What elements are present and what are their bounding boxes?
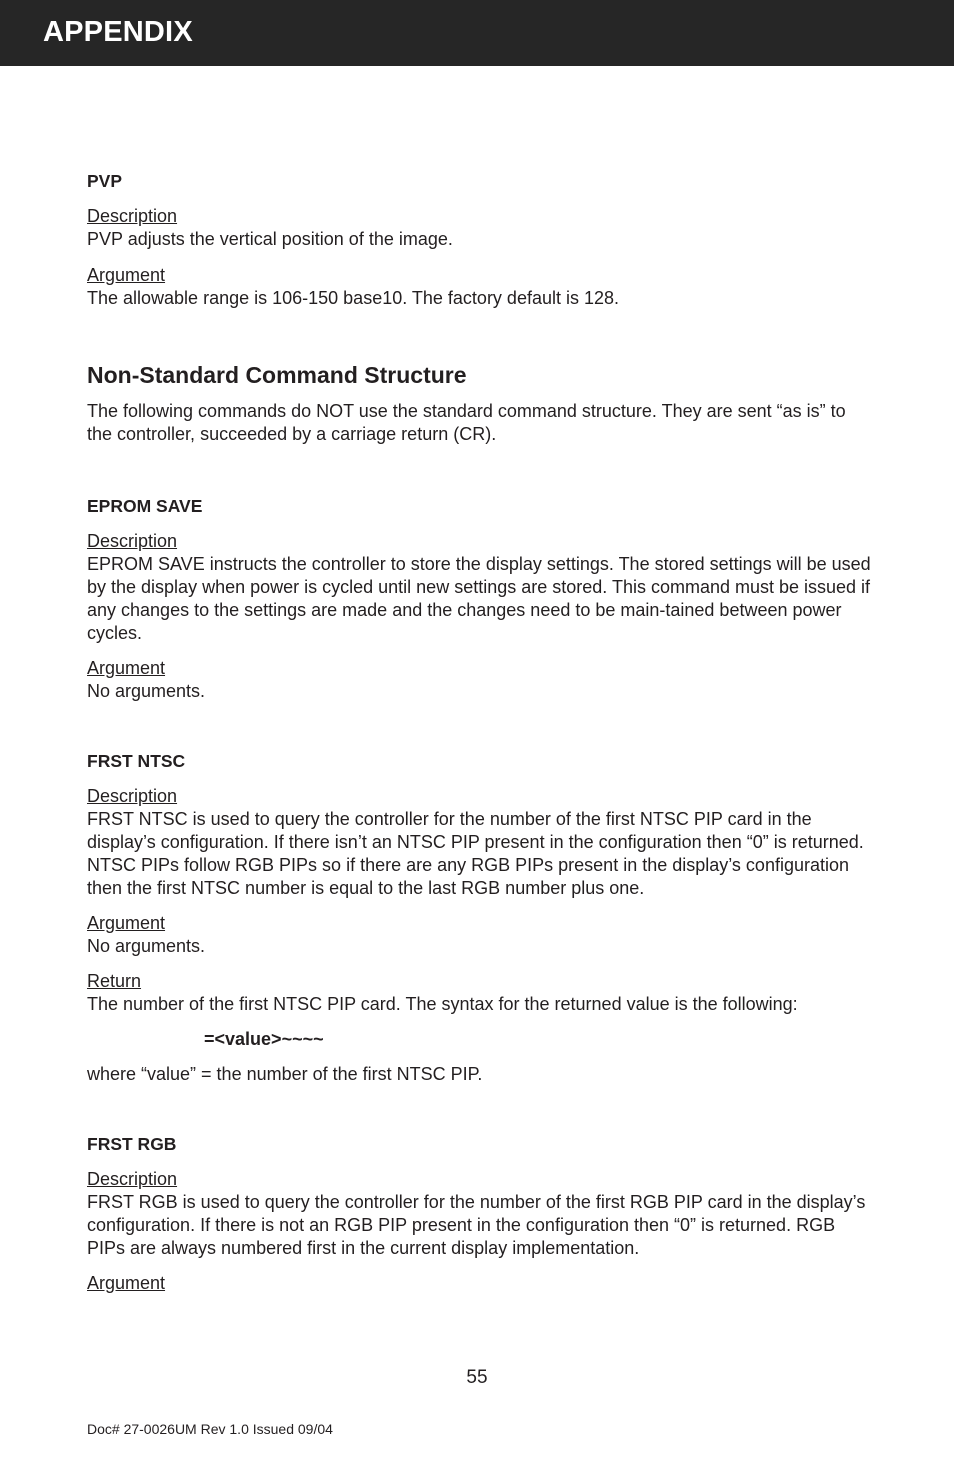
description-text: PVP adjusts the vertical position of the image. (87, 229, 453, 249)
frst-rgb-argument-block (87, 1272, 872, 1295)
page-content (87, 170, 872, 1295)
argument-text: The allowable range is 106-150 base10. The factory default is 128. (87, 288, 620, 308)
description-label: Description (87, 206, 178, 226)
document-info: Doc# 27-0026UM Rev 1.0 Issued 09/04 (87, 1421, 333, 1437)
return-label: Return (87, 971, 142, 991)
return-syntax: =<value>~~~~ (204, 1029, 324, 1049)
description-label: Description (87, 786, 178, 806)
eprom-argument-block (87, 657, 872, 703)
header-bar (0, 0, 954, 66)
section-nonstandard (87, 361, 872, 446)
command-title-frst-ntsc: FRST NTSC (87, 751, 186, 771)
page-title: APPENDIX (43, 16, 193, 48)
argument-label: Argument (87, 913, 166, 933)
frst-ntsc-description-block (87, 785, 872, 900)
return-text: The number of the first NTSC PIP card. The syntax for the returned value is the following: (87, 994, 798, 1014)
command-title-frst-rgb: FRST RGB (87, 1134, 177, 1154)
description-label: Description (87, 1169, 178, 1189)
pvp-argument-block (87, 264, 872, 310)
argument-label: Argument (87, 658, 166, 678)
section-eprom-save (87, 495, 872, 703)
description-text: FRST RGB is used to query the controller for the number of the first RGB PIP card in the display’s configuration. If there is not an RGB PIP present in the configuration then “0” is returned. RGB PIPs are always numbered first in the current display implementation. (87, 1192, 866, 1258)
argument-label: Argument (87, 265, 166, 285)
pvp-description-block (87, 205, 872, 251)
section-heading: Non-Standard Command Structure (87, 362, 467, 388)
argument-label: Argument (87, 1273, 166, 1293)
nonstandard-text: The following commands do NOT use the standard command structure. They are sent “as is” to the controller, succeeded by a carriage return (CR). (87, 401, 846, 444)
section-frst-ntsc (87, 750, 872, 1086)
description-text: FRST NTSC is used to query the controller for the number of the first NTSC PIP card in the display’s configuration. If there isn’t an NTSC PIP present in the configuration then “0” is returned. NTSC PIPs follow RGB PIPs so if there are any RGB PIPs present in the display’s configuration then the first NTSC number is equal to the last RGB number plus one. (87, 809, 864, 898)
page-number: 55 (466, 1367, 488, 1388)
eprom-description-block (87, 530, 872, 645)
frst-ntsc-argument-block (87, 912, 872, 958)
argument-text: No arguments. (87, 681, 206, 701)
command-title-pvp: PVP (87, 171, 123, 191)
where-text: where “value” = the number of the first NTSC PIP. (87, 1064, 483, 1084)
section-pvp (87, 170, 872, 310)
command-title-eprom-save: EPROM SAVE (87, 496, 203, 516)
frst-rgb-description-block (87, 1168, 872, 1260)
description-label: Description (87, 531, 178, 551)
frst-ntsc-return-block (87, 970, 872, 1016)
argument-text: No arguments. (87, 936, 206, 956)
description-text: EPROM SAVE instructs the controller to store the display settings. The stored settings will be used by the display when power is cycled until new settings are stored. This command must be issued if any changes to the settings are made and the changes need to be main-tained between power cycles. (87, 554, 871, 643)
section-frst-rgb (87, 1133, 872, 1295)
